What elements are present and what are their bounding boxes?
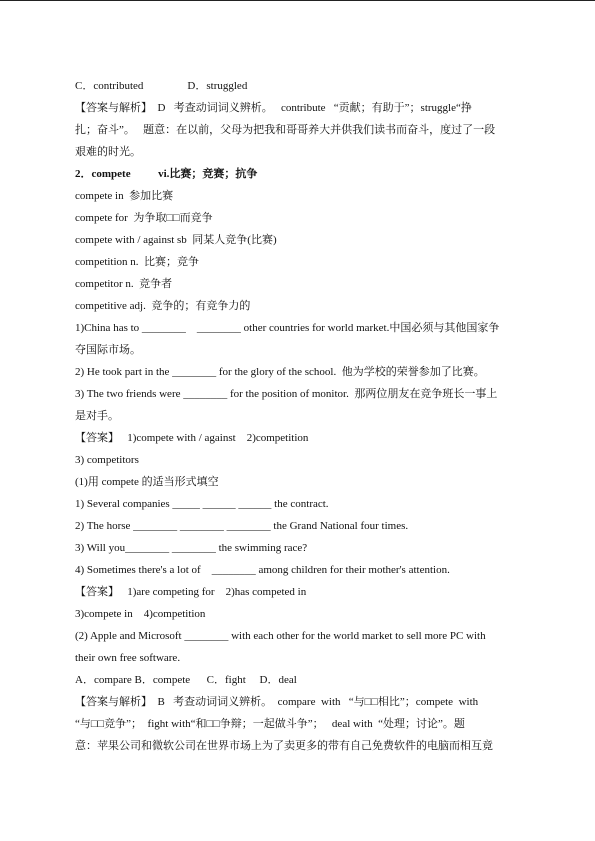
text-line: their own free software. <box>75 652 181 664</box>
text-line: competition n. 比赛；竞争 <box>75 256 200 268</box>
text-line: 1)China has to ________ ________ other countries for world market.中国必须与其他国家争 <box>75 322 500 334</box>
text-line: (2) Apple and Microsoft ________ with each other for the world market to sell more PC with <box>75 630 486 642</box>
text-line: 【答案与解析】 D 考查动词词义辨析。 contribute “贡献；有助于”；struggle“挣 <box>75 102 472 114</box>
text-line: 1) Several companies _____ ______ ______ the contract. <box>75 498 329 510</box>
text-line: 3) Will you________ ________ the swimming race? <box>75 542 308 554</box>
text-line: A．compare B．compete C．fight D．deal <box>75 674 297 686</box>
text-line: 2) The horse ________ ________ ________ the Grand National four times. <box>75 520 409 532</box>
text-line: compete in 参加比赛 <box>75 190 174 202</box>
text-line: “与□□竞争”； fight with“和□□争辩；一起做斗争”； deal with “处理；讨论”。题 <box>75 718 465 730</box>
text-line: (1)用 compete 的适当形式填空 <box>75 476 219 488</box>
text-line: 艰难的时光。 <box>75 146 141 158</box>
text-line: 4) Sometimes there's a lot of ________ among children for their mother's attention. <box>75 564 450 576</box>
text-line: 意：苹果公司和微软公司在世界市场上为了卖更多的带有自己免费软件的电脑而相互竟 <box>75 740 493 752</box>
text-line: 夺国际市场。 <box>75 344 141 356</box>
text-line: 2) He took part in the ________ for the glory of the school. 他为学校的荣誉参加了比赛。 <box>75 366 485 378</box>
text-line: 【答案】 1)compete with / against 2)competition <box>75 432 309 444</box>
text-line: 扎；奋斗”。 题意：在以前，父母为把我和哥哥养大并供我们读书而奋斗，度过了一段 <box>75 124 496 136</box>
section-heading: 2．compete vi.比赛；竞赛；抗争 <box>75 168 258 180</box>
text-line: 【答案与解析】 B 考查动词词义辨析。 compare with “与□□相比”；compete with <box>75 696 479 708</box>
text-line: 3) The two friends were ________ for the position of monitor. 那两位朋友在竞争班长一事上 <box>75 388 498 400</box>
text-line: 是对手。 <box>75 410 119 422</box>
text-line: 【答案】 1)are competing for 2)has competed in <box>75 586 307 598</box>
text-line: compete with / against sb 同某人竞争(比赛) <box>75 234 277 246</box>
text-line: competitor n. 竞争者 <box>75 278 173 290</box>
text-line: competitive adj. 竞争的；有竞争力的 <box>75 300 251 312</box>
text-line: compete for 为争取□□而竞争 <box>75 212 213 224</box>
text-line: 3) competitors <box>75 454 139 466</box>
text-line: 3)compete in 4)competition <box>75 608 206 620</box>
text-line: C．contributed D．struggled <box>75 80 248 92</box>
